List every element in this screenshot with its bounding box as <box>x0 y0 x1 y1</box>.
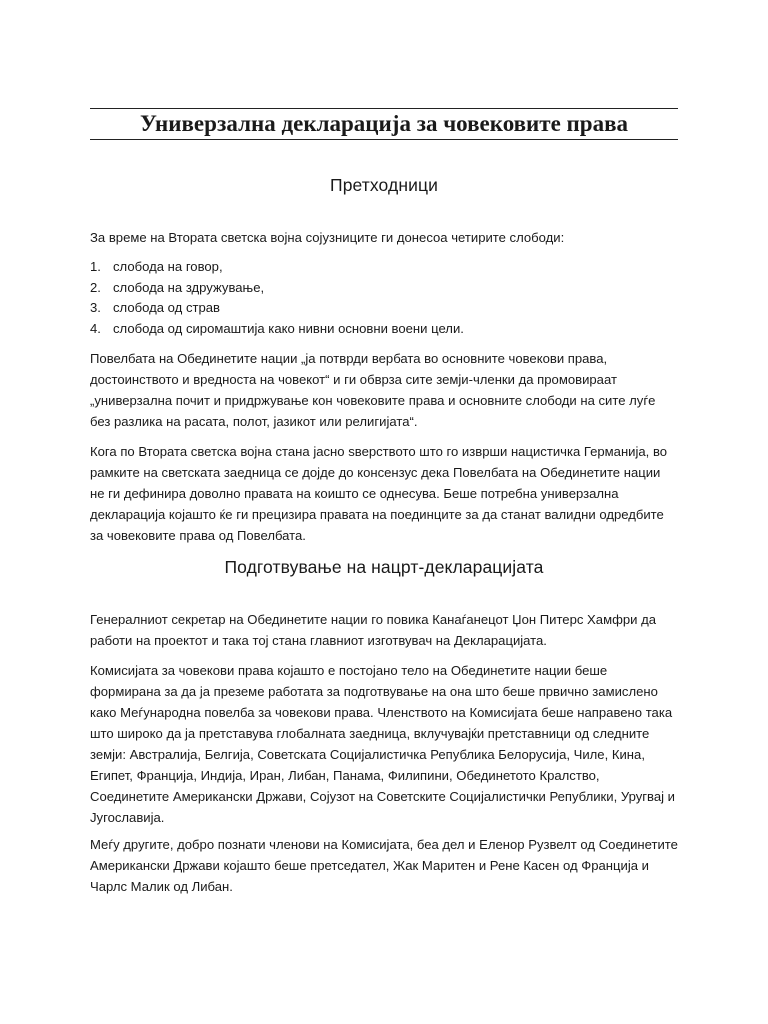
list-item <box>90 298 678 319</box>
secretary-paragraph: Генералниот секретар на Обединетите нации го повика Канаѓанецот Џон Питерс Хамфри да работи на проектот и така тој стана главниот изготвувач на Декларацијата. <box>90 612 656 648</box>
members-paragraph: Меѓу другите, добро познати членови на Комисијата, беа дел и Еленор Рузвелт од Соединетите Американски Држави којашто беше претседател, Жак Маритен и Рене Касен од Франција и Чарлс Малик од Либан. <box>90 837 678 894</box>
section-heading-drafting: Подготвување на нацрт-декларацијата <box>224 557 544 577</box>
list-item-number: 1. <box>90 259 101 274</box>
list-item-number: 4. <box>90 320 101 336</box>
list-item-text: слобода од сиромаштија како нивни основни воени цели. <box>113 320 464 336</box>
list-item <box>90 278 678 299</box>
commission-paragraph: Комисијата за човекови права којашто е постојано тело на Обединетите нации беше формирана за да ја преземе работата за подготвување на она што беше првично замислено како Меѓународна повелба за човекови права. Членството на Комисијата беше направено така што широко да ја претставува глобалната заедница, вклучувајќи претставници од следните земји: Австралија, Белгија, Советската Социјалистичка Република Белорусија, Чиле, Кина, Египет, Франција, Индија, Иран, Либан, Панама, Филипини, Обединетото Кралство, Соединетите Американски Држави, Сојузот на Советските Социјалистички Републики, Уругвај и Југославија. <box>90 663 675 825</box>
document-title: Универзална декларација за човековите права <box>139 111 629 136</box>
list-item <box>90 319 678 340</box>
list-item-text: слобода на здружување, <box>113 279 265 295</box>
list-item <box>90 257 678 278</box>
freedoms-list <box>90 257 678 339</box>
charter-paragraph: Повелбата на Обединетите нации „ја потврди вербата во основните човекови права, достоинството и вредноста на човекот“ и ги обврза сите земји-членки да промовираат „универзална почит и придржување кон човековите права и основните слободи на сите луѓе без разлика на расата, полот, јазикот или религијата“. <box>90 351 656 429</box>
section-heading-predecessors: Претходници <box>330 175 438 195</box>
intro-paragraph: За време на Втората светска војна сојузниците ги донесоа четирите слободи: <box>90 230 565 245</box>
consensus-paragraph: Кога по Втората светска војна стана јасно ѕверството што го изврши нацистичка Германија, во рамките на светската заедница се дојде до консензус дека Повелбата на Обединетите нации не ги дефинира доволно правата на коишто се однесува. Беше потребна универзална декларација којашто ќе ги прецизира правата на поединците за да станат валидни одредбите за човековите права од Повелбата. <box>90 444 668 543</box>
list-item-text: слобода на говор, <box>113 259 223 274</box>
list-item-number: 3. <box>90 300 101 315</box>
list-item-text: слобода од страв <box>113 300 221 315</box>
list-item-number: 2. <box>90 279 101 295</box>
title-block <box>90 108 678 140</box>
